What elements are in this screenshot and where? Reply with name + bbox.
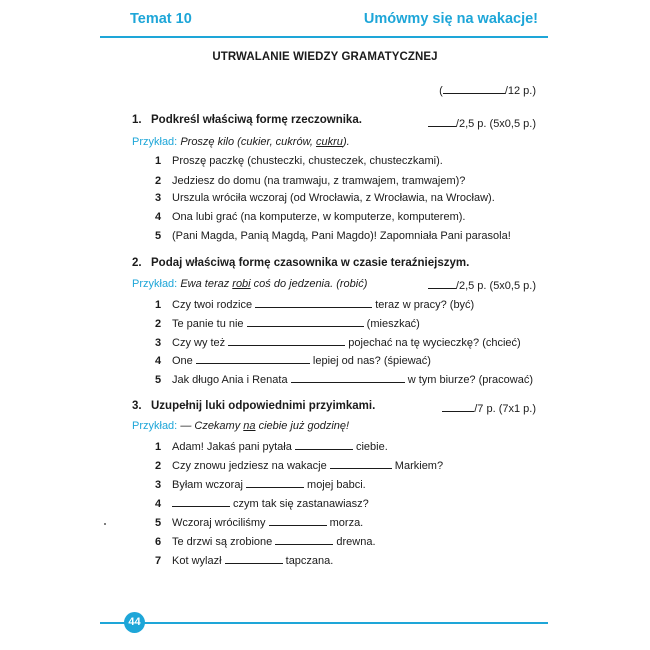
- item-text-before: One: [172, 355, 196, 367]
- exercise-item: [155, 372, 533, 386]
- example-text: [180, 420, 349, 432]
- item-number: 6: [155, 536, 162, 548]
- item-number: 1: [155, 155, 162, 167]
- exercise-item[interactable]: [155, 155, 443, 167]
- item-text: (Pani Magda, Panią Magdą, Pani Magdo)! Zapomniała Pani parasola!: [172, 230, 511, 242]
- answer-blank[interactable]: [275, 534, 333, 545]
- answer-blank[interactable]: [291, 372, 405, 383]
- section-3-example: [132, 420, 349, 432]
- item-number: 4: [155, 211, 162, 223]
- exercise-item[interactable]: [155, 230, 511, 242]
- item-text-before: Te panie tu nie: [172, 318, 247, 330]
- example-text-after: ciebie już godzinę!: [255, 420, 350, 432]
- exercise-item[interactable]: [155, 211, 465, 223]
- item-number: 3: [155, 337, 162, 349]
- example-answer: cukru: [316, 136, 343, 148]
- footer-divider: [100, 622, 548, 624]
- exercise-item: [155, 297, 474, 311]
- header-divider: [100, 36, 548, 38]
- item-text-after: lepiej od nas? (śpiewać): [309, 355, 431, 367]
- item-text-before: Wczoraj wróciliśmy: [172, 517, 269, 529]
- item-number: 5: [155, 230, 162, 242]
- item-text-before: Kot wylazł: [172, 555, 225, 567]
- answer-blank[interactable]: [269, 515, 327, 526]
- item-text-after: Markiem?: [391, 460, 444, 472]
- item-number: 3: [155, 479, 162, 491]
- example-label: Przykład:: [132, 420, 178, 432]
- item-text: Ona lubi grać (na komputerze, w komputerze, komputerem).: [172, 211, 466, 223]
- exercise-item: [155, 458, 443, 472]
- section-1-instruction: Podkreśl właściwą formę rzeczownika.: [151, 114, 362, 126]
- item-number: 4: [155, 355, 162, 367]
- topic-label: Temat 10: [130, 11, 192, 27]
- item-number: 1: [155, 299, 162, 311]
- item-text: Urszula wróciła wczoraj (od Wrocławia, z Wrocławia, na Wrocław).: [172, 192, 495, 204]
- exercise-item: [155, 316, 420, 330]
- section-3-instruction: Uzupełnij luki odpowiednimi przyimkami.: [151, 400, 376, 412]
- item-number: 3: [155, 192, 162, 204]
- exercise-item: [155, 553, 333, 567]
- section-3-score-label: /7 p. (7x1 p.): [474, 403, 536, 415]
- item-text-after: pojechać na tę wycieczkę? (chcieć): [345, 337, 521, 349]
- item-text: Jedziesz do domu (na tramwaju, z tramwajem, tramwajem)?: [172, 175, 466, 187]
- item-text-before: Jak długo Ania i Renata: [172, 374, 291, 386]
- section-3-score: [442, 401, 536, 415]
- section-1-score-label: /2,5 p. (5x0,5 p.): [455, 118, 536, 130]
- exercise-item: [155, 439, 388, 453]
- item-text-after: drewna.: [333, 536, 376, 548]
- item-text-before: Czy znowu jedziesz na wakacje: [172, 460, 330, 472]
- answer-blank[interactable]: [196, 353, 310, 364]
- item-text-after: morza.: [326, 517, 364, 529]
- item-text-after: (mieszkać): [363, 318, 420, 330]
- answer-blank[interactable]: [255, 297, 372, 308]
- section-3-heading: [132, 400, 375, 412]
- item-text-before: Adam! Jakaś pani pytała: [172, 441, 295, 453]
- answer-blank[interactable]: [246, 477, 304, 488]
- item-number: 5: [155, 374, 162, 386]
- item-number: 2: [155, 318, 162, 330]
- example-label: Przykład:: [132, 136, 178, 148]
- total-score-open: (: [439, 85, 443, 97]
- answer-blank[interactable]: [247, 316, 364, 327]
- item-text-after: czym tak się zastanawiasz?: [230, 498, 369, 510]
- example-label: Przykład:: [132, 278, 178, 290]
- exercise-item: [155, 477, 366, 491]
- example-text-before: — Czekamy: [180, 420, 244, 432]
- answer-blank[interactable]: [295, 439, 353, 450]
- item-text-after: teraz w pracy? (być): [372, 299, 475, 311]
- total-score-label: /12 p.): [504, 85, 536, 97]
- section-1-heading: [132, 114, 362, 126]
- answer-blank[interactable]: [172, 496, 230, 507]
- example-text: [180, 278, 367, 290]
- section-1-number: 1.: [132, 114, 142, 126]
- item-text-after: tapczana.: [282, 555, 334, 567]
- section-2-example: [132, 278, 367, 290]
- section-1-example: [132, 136, 350, 148]
- exercise-item: [155, 496, 369, 510]
- item-number: 1: [155, 441, 162, 453]
- answer-blank[interactable]: [228, 335, 345, 346]
- item-text-after: mojej babci.: [303, 479, 366, 491]
- page-title: UTRWALANIE WIEDZY GRAMATYCZNEJ: [212, 51, 438, 63]
- section-2-number: 2.: [132, 257, 142, 269]
- item-number: 7: [155, 555, 162, 567]
- example-text-before: Proszę kilo (cukier, cukrów,: [180, 136, 317, 148]
- exercise-item[interactable]: [155, 192, 495, 204]
- example-text-before: Ewa teraz: [180, 278, 233, 290]
- section-2-score: [428, 278, 536, 292]
- item-text-before: Czy wy też: [172, 337, 229, 349]
- section-2-score-label: /2,5 p. (5x0,5 p.): [455, 280, 536, 292]
- example-text-after: ).: [342, 136, 350, 148]
- item-number: 5: [155, 517, 162, 529]
- exercise-item: [155, 353, 431, 367]
- item-text-after: w tym biurze? (pracować): [404, 374, 534, 386]
- example-answer: na: [243, 420, 256, 432]
- item-number: 2: [155, 175, 162, 187]
- section-3-score-blank[interactable]: [442, 401, 474, 412]
- example-answer: robi: [232, 278, 251, 290]
- example-text: [180, 136, 349, 148]
- answer-blank[interactable]: [330, 458, 392, 469]
- answer-blank[interactable]: [225, 553, 283, 564]
- page-number-badge: 44: [124, 612, 145, 633]
- exercise-item[interactable]: [155, 175, 465, 187]
- item-number: 2: [155, 460, 162, 472]
- item-text-before: Te drzwi są zrobione: [172, 536, 276, 548]
- item-text-before: Byłam wczoraj: [172, 479, 246, 491]
- stray-mark: [104, 523, 106, 525]
- section-1-score: [428, 116, 536, 130]
- section-2-instruction: Podaj właściwą formę czasownika w czasie teraźniejszym.: [151, 257, 470, 269]
- item-text-before: Czy twoi rodzice: [172, 299, 256, 311]
- item-text: Proszę paczkę (chusteczki, chusteczek, chusteczkami).: [172, 155, 443, 167]
- section-1-score-blank[interactable]: [428, 116, 456, 127]
- exercise-item: [155, 534, 376, 548]
- item-number: 4: [155, 498, 162, 510]
- total-score: [439, 83, 536, 97]
- item-text-after: ciebie.: [352, 441, 388, 453]
- exercise-item: [155, 515, 363, 529]
- example-text-after: coś do jedzenia. (robić): [250, 278, 368, 290]
- section-2-score-blank[interactable]: [428, 278, 456, 289]
- chapter-title: Umówmy się na wakacje!: [363, 11, 538, 27]
- total-score-blank[interactable]: [443, 83, 505, 94]
- section-2-heading: [132, 257, 469, 269]
- exercise-item: [155, 335, 521, 349]
- section-3-number: 3.: [132, 400, 142, 412]
